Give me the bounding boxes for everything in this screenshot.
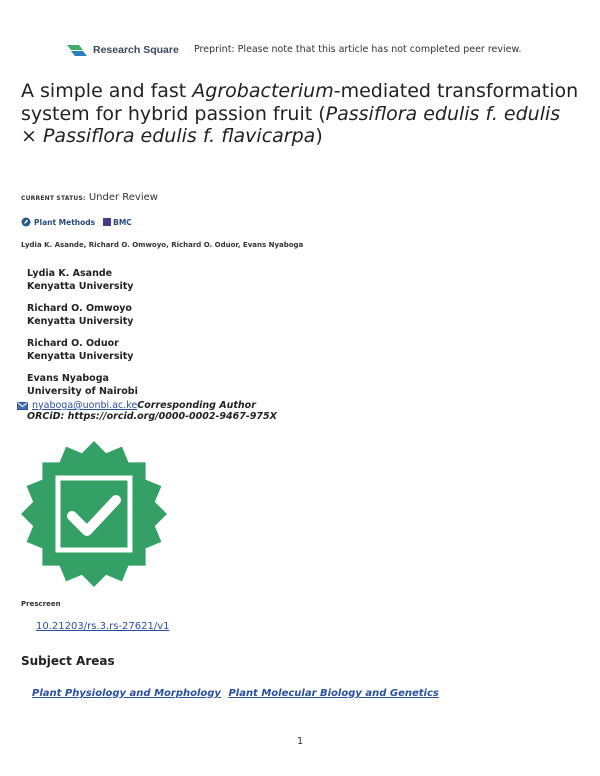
subject-area-link[interactable]: Plant Physiology and Morphology — [32, 688, 221, 699]
preprint-notice: Preprint: Please note that this article has not completed peer review. — [194, 44, 522, 55]
author-name: Richard O. Omwoyo — [27, 303, 132, 314]
brand-name: Research Square — [93, 44, 179, 56]
prescreen-badge — [20, 440, 168, 592]
status-label: CURRENT STATUS: — [21, 195, 86, 202]
author-affiliation: Kenyatta University — [27, 281, 134, 292]
journal-info[interactable] — [21, 217, 132, 227]
subject-areas-list — [32, 688, 443, 699]
plant-methods-logo — [21, 217, 95, 227]
status-value: Under Review — [88, 192, 158, 203]
author-block — [27, 302, 134, 328]
bmc-logo — [103, 218, 132, 227]
author-block — [27, 337, 134, 363]
email-link[interactable]: nyaboga@uonbi.ac.ke — [32, 400, 138, 411]
research-square-logo[interactable] — [67, 42, 179, 58]
article-title: A simple and fast Agrobacterium-mediated transformation system for hybrid passion fruit (Passiflora edulis f. edulis × Passiflora edulis f. flavicarpa) — [21, 80, 579, 147]
authors-line: Lydia K. Asande, Richard O. Omwoyo, Richard O. Oduor, Evans Nyaboga — [21, 241, 304, 249]
bmc-icon — [103, 218, 111, 226]
author-affiliation: Kenyatta University — [27, 351, 134, 362]
publisher-name: BMC — [113, 217, 132, 227]
author-affiliation: University of Nairobi — [27, 386, 138, 397]
author-name: Lydia K. Asande — [27, 268, 113, 279]
journal-name: Plant Methods — [34, 217, 96, 227]
author-name: Evans Nyaboga — [27, 373, 109, 384]
envelope-icon — [17, 402, 28, 410]
page-number: 1 — [296, 736, 304, 747]
author-affiliation: Kenyatta University — [27, 316, 134, 327]
orcid-id[interactable]: ORCiD: https://orcid.org/0000-0002-9467-975X — [27, 411, 277, 422]
prescreen-label: Prescreen — [21, 600, 61, 608]
corresponding-author-label: Corresponding Author — [137, 400, 256, 411]
plant-methods-icon — [21, 217, 31, 227]
verified-check-badge-icon — [20, 440, 168, 588]
subject-areas-heading: Subject Areas — [21, 654, 115, 668]
research-square-logo-icon — [67, 42, 89, 58]
author-block — [27, 372, 138, 398]
current-status — [21, 192, 158, 203]
author-block — [27, 267, 134, 293]
doi-link[interactable]: 10.21203/rs.3.rs-27621/v1 — [36, 621, 170, 632]
author-name: Richard O. Oduor — [27, 338, 119, 349]
subject-area-link[interactable]: Plant Molecular Biology and Genetics — [228, 688, 439, 699]
